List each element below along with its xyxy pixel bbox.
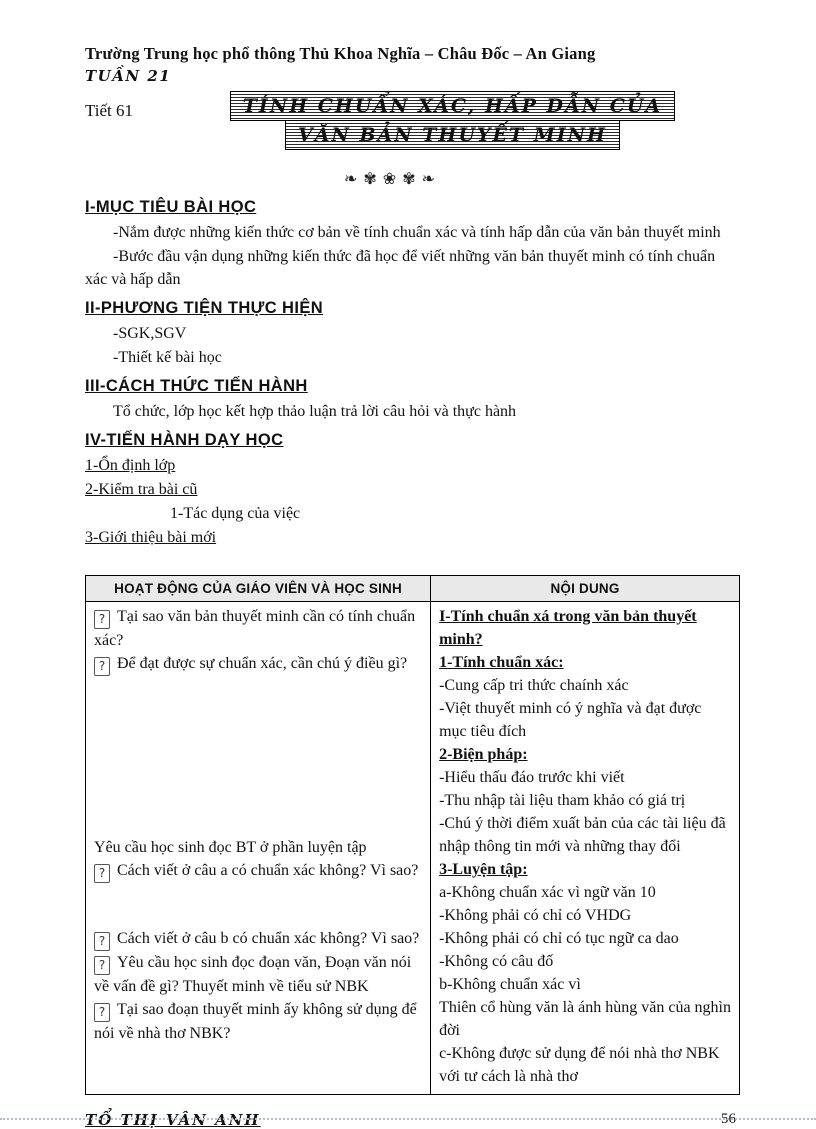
content-item: Thiên cổ hùng văn là ánh hùng văn của nghìn đời [439,999,731,1039]
section-item: -Thiết kế bài học [113,349,222,366]
content-item: -Thu nhập tài liệu tham khảo có giá trị [439,792,686,809]
content-item: -Không có câu đố [439,953,554,970]
section-item: -SGK,SGV [113,325,187,342]
lesson-activity-table [85,575,740,1095]
section-item: 3-Giới thiệu bài mới [85,529,217,546]
question-box-icon: ? [94,932,110,951]
question-box-icon: ? [94,864,110,883]
question-box-icon: ? [94,956,110,975]
content-item: -Không phải có chỉ có tục ngữ ca dao [439,930,679,947]
section [85,371,740,423]
lesson-title-row [85,91,740,159]
lesson-title [205,91,700,150]
question-box-icon: ? [94,657,110,676]
section [85,425,740,549]
section-item: 1-Tác dụng của việc [170,505,301,522]
question-box-icon: ? [94,610,110,629]
teacher-activity-item: ? Yêu cầu học sinh đọc đoạn văn, Đoạn văn nói về vấn đề gì? Thuyết minh về tiểu sử NBK [94,954,412,995]
content-item: -Cung cấp tri thức chaính xác [439,677,629,694]
section-item: -Nắm được những kiến thức cơ bản về tính chuẩn xác và tính hấp dẫn của văn bản thuyết minh [113,224,721,241]
teacher-activity-item: ? Cách viết ở câu b có chuẩn xác không? Vì sao? [94,927,422,951]
table-header-row [86,576,740,602]
lesson-title-line2: VĂN BẢN THUYẾT MINH [285,120,620,150]
content-item: c-Không được sử dụng để nói nhà thơ NBK với tư cách là nhà thơ [439,1045,720,1085]
teacher-activity-item: ? Cách viết ở câu a có chuẩn xác không? Vì sao? [94,859,422,883]
sections-container [85,192,740,549]
column-header-content: NỘI DUNG [431,576,740,602]
content-heading: I-Tính chuẩn xá trong văn bản thuyết minh? [439,608,697,648]
content-item: -Việt thuyết minh có ý nghĩa và đạt được mục tiêu đích [439,700,702,740]
section-heading: III-CÁCH THỨC TIẾN HÀNH [85,377,308,395]
ornament-divider: ❧✾❀✾❧ [343,169,442,188]
section-heading: II-PHƯƠNG TIỆN THỰC HIỆN [85,299,324,317]
content-heading: 3-Luyện tập: [439,861,528,878]
page-footer [85,1111,740,1129]
section-item: 1-Ổn định lớp [85,457,176,474]
section [85,192,740,291]
section-item: 2-Kiểm tra bài cũ [85,481,198,498]
teacher-activity-item: ? Tại sao đoạn thuyết minh ấy không sử dụng để nói về nhà thơ NBK? [94,1001,417,1042]
teacher-student-activities-cell [86,602,431,1095]
school-name: Trường Trung học phổ thông Thủ Khoa Nghĩa – Châu Đốc – An Giang [85,44,596,63]
content-item: -Chú ý thời điểm xuất bản của các tài liệu đã nhập thông tin mới và những thay đổi [439,815,726,855]
content-item: -Hiểu thấu đáo trước khi viết [439,769,625,786]
content-item: -Không phải có chỉ có VHDG [439,907,632,924]
section-heading: I-MỤC TIÊU BÀI HỌC [85,198,257,216]
author-name: TỔ THỊ VÂN ANH [85,1111,261,1129]
section-item: -Bước đầu vận dụng những kiến thức đã học để viết những văn bản thuyết minh có tính chuẩn xác và hấp dẫn [85,248,716,288]
teacher-activity-item: Yêu cầu học sinh đọc BT ở phần luyện tập [94,839,367,856]
lesson-title-line1: TÍNH CHUẨN XÁC, HẤP DẪN CỦA [230,91,675,121]
column-header-activities: HOẠT ĐỘNG CỦA GIÁO VIÊN VÀ HỌC SINH [86,576,431,602]
page-number: 56 [721,1111,736,1127]
content-heading: 1-Tính chuẩn xác: [439,654,564,671]
teacher-activity-item: ? Để đạt được sự chuẩn xác, cần chú ý điều gì? [94,652,422,676]
content-cell [431,602,740,1095]
week-label: TUẦN 21 [85,67,172,85]
content-heading: 2-Biện pháp: [439,746,528,763]
table-body-row [86,602,740,1095]
section-heading: IV-TIẾN HÀNH DẠY HỌC [85,431,284,449]
page-bottom-edge [0,1118,816,1120]
content-item: b-Không chuẩn xác vì [439,976,581,993]
section [85,293,740,369]
question-box-icon: ? [94,1003,110,1022]
section-item: Tổ chức, lớp học kết hợp thảo luận trả lời câu hỏi và thực hành [113,403,517,420]
teacher-activity-item: ? Tại sao văn bản thuyết minh cần có tính chuẩn xác? [94,608,416,649]
content-item: a-Không chuẩn xác vì ngữ văn 10 [439,884,656,901]
lesson-number: Tiết 61 [85,101,134,120]
